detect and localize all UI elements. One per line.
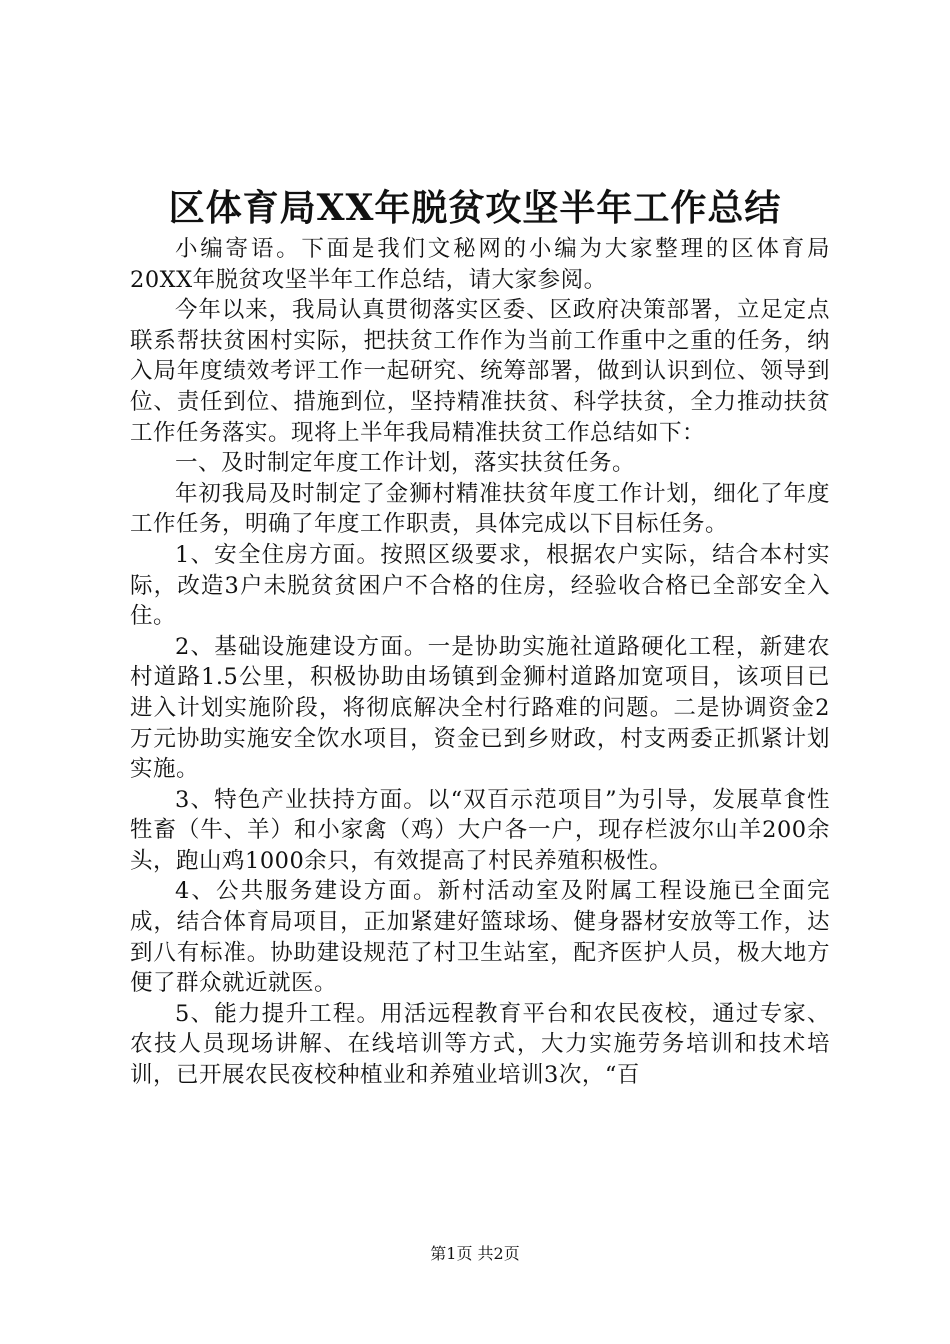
paragraph-item-infrastructure: 2、基础设施建设方面。一是协助实施社道路硬化工程，新建农村道路1.5公里，积极协助由场镇到金狮村道路加宽项目，该项目已进入计划实施阶段，将彻底解决全村行路难的问题。二是协调资金2万元协助实施安全饮水项目，资金已到乡财政，村支两委正抓紧计划实施。 [130, 633, 830, 783]
section-heading-1: 一、及时制定年度工作计划，落实扶贫任务。 [175, 450, 636, 477]
paragraph-item-capacity: 5、能力提升工程。用活远程教育平台和农民夜校，通过专家、农技人员现场讲解、在线培训等方式，大力实施劳务培训和技术培训，已开展农民夜校种植业和养殖业培训3次，“百 [130, 1000, 830, 1089]
paragraph-item-public-service: 4、公共服务建设方面。新村活动室及附属工程设施已全面完成，结合体育局项目，正加紧建好篮球场、健身器材安放等工作，达到八有标准。协助建设规范了村卫生站室，配齐医护人员，极大地方便了群众就近就医。 [130, 878, 830, 997]
paragraph-item-housing: 1、安全住房方面。按照区级要求，根据农户实际，结合本村实际，改造3户未脱贫贫困户不合格的住房，经验收合格已全部安全入住。 [130, 541, 830, 630]
paragraph-intro: 小编寄语。下面是我们文秘网的小编为大家整理的区体育局20XX年脱贫攻坚半年工作总结，请大家参阅。 [130, 236, 830, 293]
document-title: 区体育局XX年脱贫攻坚半年工作总结 [168, 187, 782, 229]
paragraph-plan: 年初我局及时制定了金狮村精准扶贫年度工作计划，细化了年度工作任务，明确了年度工作职责，具体完成以下目标任务。 [130, 480, 830, 538]
paragraph-item-industry: 3、特色产业扶持方面。以“双百示范项目”为引导，发展草食性牲畜（牛、羊）和小家禽（鸡）大户各一户，现存栏波尔山羊200余头，跑山鸡1000余只，有效提高了村民养殖积极性。 [130, 786, 830, 874]
document-body [130, 234, 830, 1091]
page-footer: 第1页 共2页 [430, 1244, 520, 1263]
paragraph-overview: 今年以来，我局认真贯彻落实区委、区政府决策部署，立足定点联系帮扶贫困村实际，把扶贫工作作为当前工作重中之重的任务，纳入局年度绩效考评工作一起研究、统筹部署，做到认识到位、领导到位、责任到位、措施到位，坚持精准扶贫、科学扶贫，全力推动扶贫工作任务落实。现将上半年我局精准扶贫工作总结如下： [130, 297, 830, 446]
